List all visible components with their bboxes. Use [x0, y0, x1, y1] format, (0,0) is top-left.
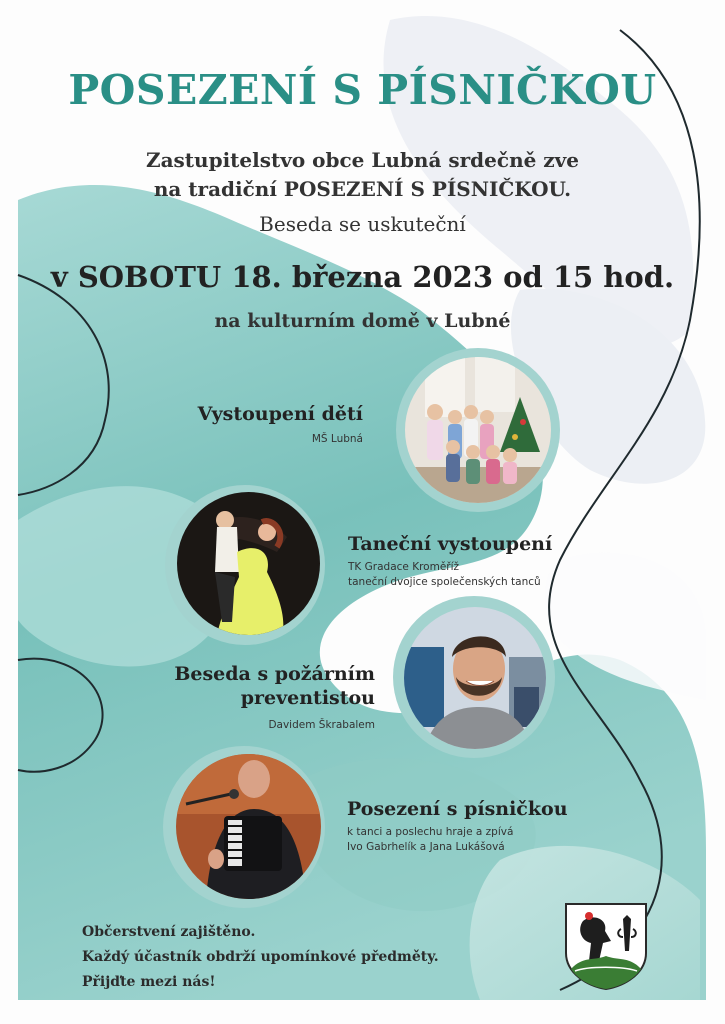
- program-1-title: Vystoupení dětí: [197, 403, 363, 425]
- accordion-player-photo: [176, 754, 321, 899]
- intro-text: [0, 146, 725, 204]
- program-4-line-1: k tanci a poslechu hraje a zpívá: [347, 826, 514, 838]
- program-2-line-2: taneční dvojice společenských tanců: [348, 576, 541, 588]
- program-1-line-1: MŠ Lubná: [311, 433, 363, 445]
- event-date: v SOBOTU 18. března 2023 od 15 hod.: [50, 260, 675, 294]
- footer-line-1: Občerstvení zajištěno.: [82, 924, 256, 940]
- program-3-line-1: Davidem Škrabalem: [268, 719, 375, 731]
- footer-line-3: Přijďte mezi nás!: [82, 974, 216, 990]
- program-3-title-line-1: Beseda s požárním: [174, 663, 375, 685]
- intro-line-3: Beseda se uskuteční: [259, 212, 466, 236]
- footer-notes: [82, 920, 439, 995]
- dancers-photo-image: [177, 492, 320, 635]
- program-4-title: Posezení s písničkou: [347, 798, 568, 820]
- footer-line-2: Každý účastník obdrží upomínkové předměty.: [82, 949, 439, 965]
- program-item-1: [150, 402, 363, 447]
- program-2-title: Taneční vystoupení: [348, 533, 553, 555]
- intro-line-1: Zastupitelstvo obce Lubná srdečně zve: [145, 148, 580, 172]
- event-venue: na kulturním domě v Lubné: [214, 310, 511, 332]
- accordion-photo-image: [176, 754, 321, 899]
- program-3-title-line-2: preventistou: [240, 687, 375, 709]
- intro-line-2: na tradiční POSEZENÍ S PÍSNIČKOU.: [153, 177, 572, 201]
- program-4-line-2: Ivo Gabrhelík a Jana Lukášová: [347, 841, 505, 853]
- smiling-man-photo: [404, 607, 546, 749]
- man-photo-image: [404, 607, 546, 749]
- coat-of-arms-emblem: [563, 901, 649, 991]
- program-2-line-1: TK Gradace Kroměříž: [348, 561, 460, 573]
- children-group-photo: [405, 357, 551, 503]
- program-item-2: [348, 532, 648, 590]
- poster-title: POSEZENÍ S PÍSNIČKOU: [68, 66, 657, 114]
- program-item-3: [150, 662, 375, 733]
- children-photo-image: [405, 357, 551, 503]
- dancing-couple-photo: [177, 492, 320, 635]
- program-item-4: [347, 797, 647, 855]
